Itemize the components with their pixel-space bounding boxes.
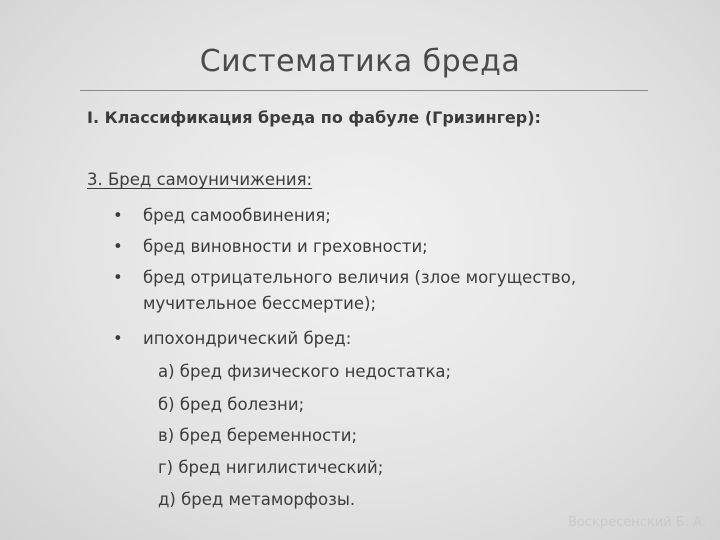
sub-item: а) бред физического недостатка; xyxy=(158,362,452,381)
sub-item: б) бред болезни; xyxy=(158,395,305,414)
bullet-item xyxy=(113,203,663,229)
slide-title: Систематика бреда xyxy=(199,44,521,79)
bullet-item xyxy=(113,326,663,352)
bullet-text: бред отрицательного величия (злое могущество, мучительное бессмертие); xyxy=(143,268,577,313)
bullet-icon: • xyxy=(113,268,123,287)
bullet-text: бред самообвинения; xyxy=(143,206,331,225)
bullet-icon: • xyxy=(113,329,123,348)
sub-item: г) бред нигилистический; xyxy=(158,458,384,477)
section-title: 3. Бред самоуничижения: xyxy=(87,170,313,189)
bullet-item xyxy=(113,265,643,317)
sub-item: д) бред метаморфозы. xyxy=(158,490,356,509)
bullet-item xyxy=(113,234,663,260)
classification-heading: I. Классификация бреда по фабуле (Гризингер): xyxy=(87,108,541,127)
sub-item: в) бред беременности; xyxy=(158,426,358,445)
bullet-text: ипохондрический бред: xyxy=(143,329,352,348)
bullet-icon: • xyxy=(113,206,123,225)
title-divider xyxy=(80,90,648,91)
bullet-icon: • xyxy=(113,237,123,256)
author-footer: Воскресенский Б. А. xyxy=(567,515,706,530)
bullet-text: бред виновности и греховности; xyxy=(143,237,428,256)
